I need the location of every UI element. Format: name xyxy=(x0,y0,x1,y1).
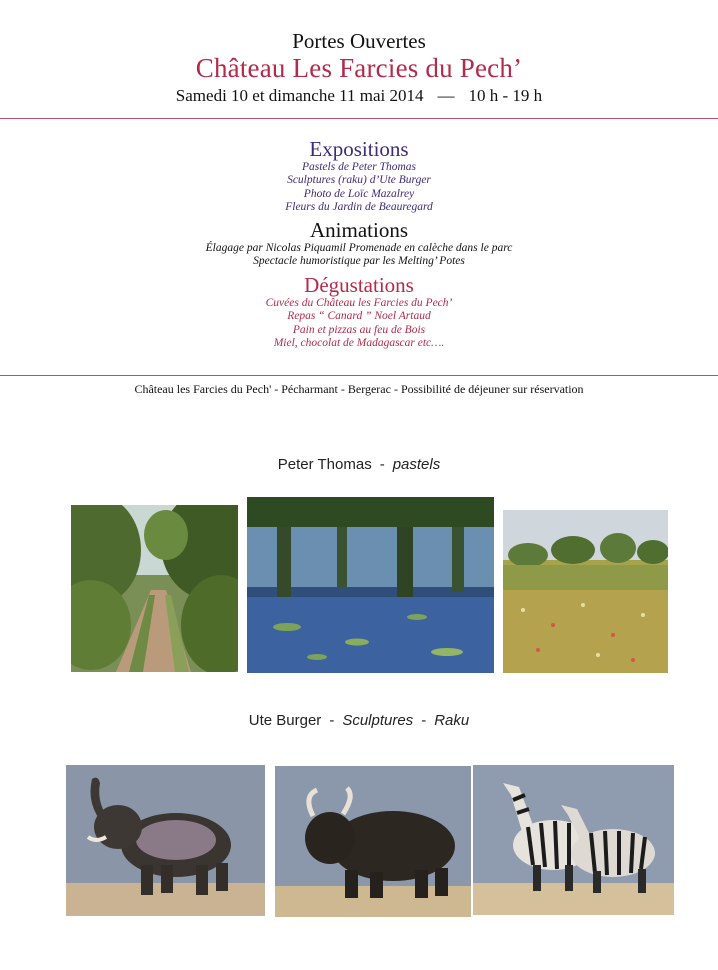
list-item: Repas “ Canard ” Noel Artaud xyxy=(287,310,431,323)
venue-info: Château les Farcies du Pech' - Pécharmant - Bergerac - Possibilité de déjeuner sur réservation xyxy=(134,382,584,396)
expositions-list xyxy=(0,161,718,214)
degustations-title: Dégustations xyxy=(304,273,414,297)
degustations-list xyxy=(0,297,718,350)
list-item: Élagage par Nicolas Piquamil Promenade en calèche dans le parc xyxy=(205,242,513,254)
list-item: Miel, chocolat de Madagascar etc…. xyxy=(273,336,445,349)
elephant-sculpture xyxy=(66,765,265,916)
artist-name: Peter Thomas xyxy=(277,456,372,473)
peter-thomas-caption xyxy=(0,456,718,473)
artist-name: Ute Burger xyxy=(248,712,322,729)
zebra-sculpture xyxy=(473,765,674,915)
event-hours: 10 h - 19 h xyxy=(468,86,543,105)
top-divider xyxy=(0,118,718,119)
header-label: Portes Ouvertes xyxy=(292,29,426,53)
artist-medium: pastels xyxy=(392,456,441,473)
animations-list xyxy=(0,242,718,269)
list-item: Photo de Loïc Mazalrey xyxy=(303,187,415,200)
caption-separator: - xyxy=(329,712,335,729)
artist-technique: Raku xyxy=(434,712,470,729)
list-item: Cuvées du Château les Farcies du Pech’ xyxy=(265,297,453,309)
list-item: Spectacle humoristique par les Melting’ Potes xyxy=(253,255,465,268)
dates-separator: — xyxy=(437,86,455,105)
animations-title: Animations xyxy=(310,218,408,242)
event-days: Samedi 10 et dimanche 11 mai 2014 xyxy=(175,86,424,105)
list-item: Sculptures (raku) d’Ute Burger xyxy=(287,174,431,187)
caption-separator: - xyxy=(421,712,427,729)
flower-meadow-painting xyxy=(503,510,668,673)
list-item: Pastels de Peter Thomas xyxy=(301,161,417,173)
expositions-title: Expositions xyxy=(309,137,409,161)
ute-burger-caption xyxy=(0,712,718,729)
bull-sculpture xyxy=(275,766,471,917)
list-item: Pain et pizzas au feu de Bois xyxy=(292,323,426,336)
caption-separator: - xyxy=(379,456,385,473)
artist-medium: Sculptures xyxy=(342,712,414,729)
country-path-painting xyxy=(71,505,238,672)
bottom-divider xyxy=(0,375,718,376)
pond-reflection-painting xyxy=(247,497,494,673)
event-dates xyxy=(0,86,718,106)
page-title: Château Les Farcies du Pech’ xyxy=(195,53,523,83)
list-item: Fleurs du Jardin de Beauregard xyxy=(285,200,433,213)
